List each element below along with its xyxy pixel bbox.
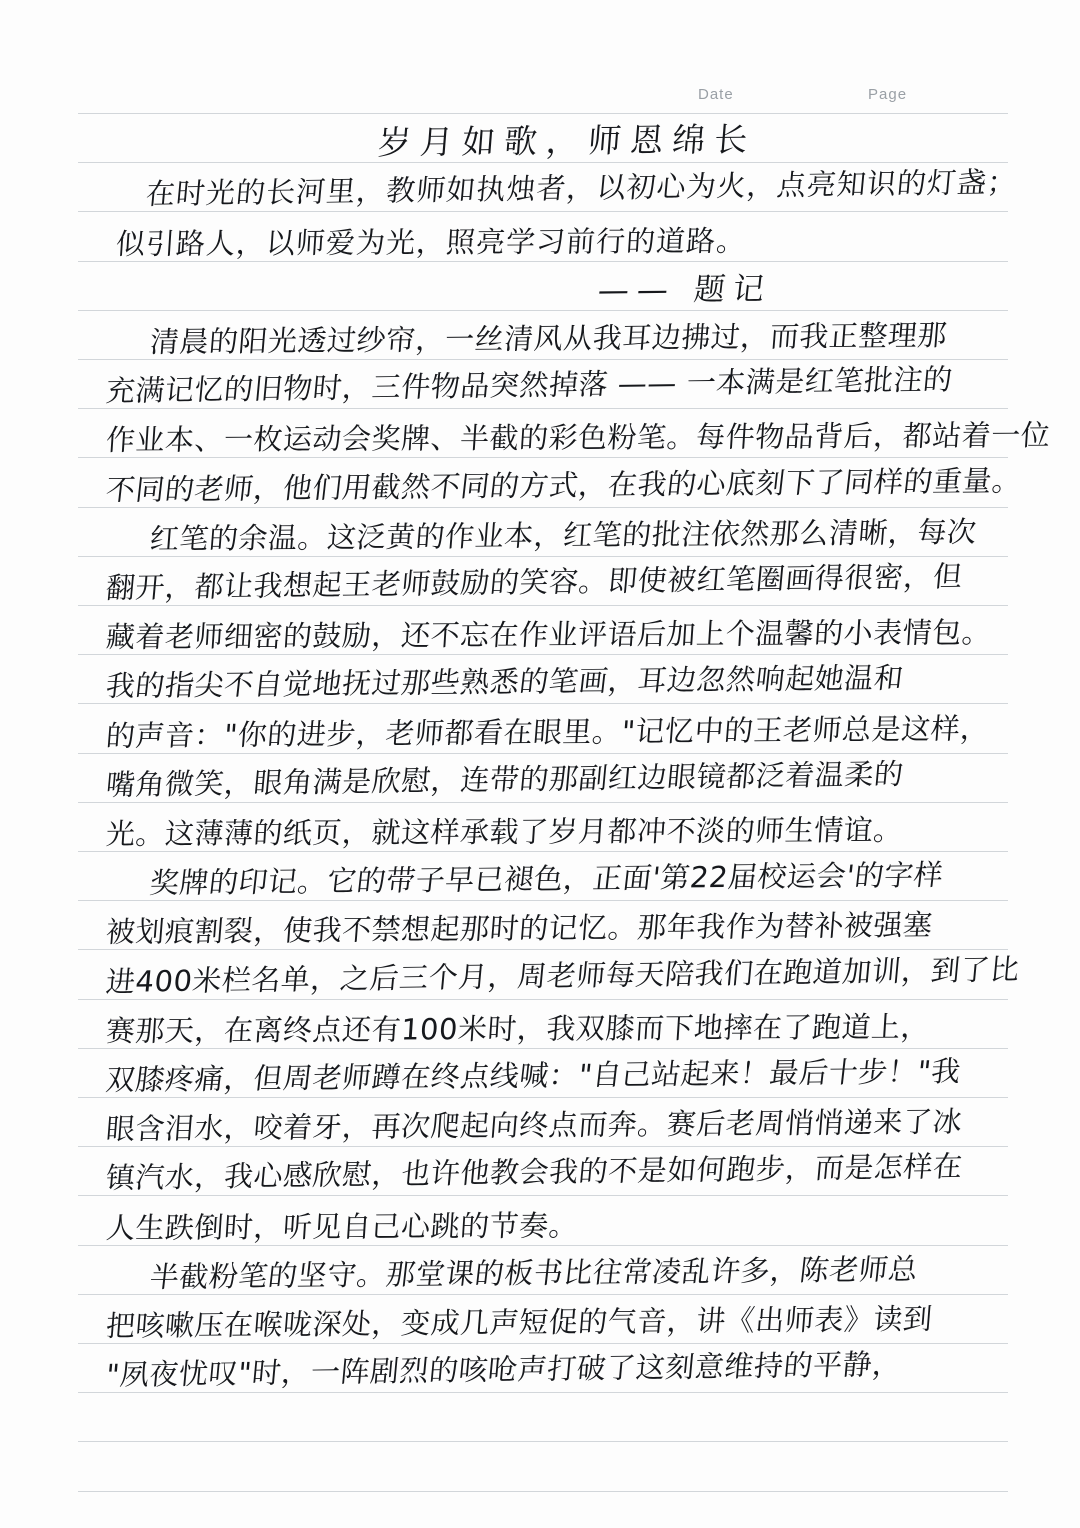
paragraph-2-line: 红笔的余温。这泛黄的作业本，红笔的批注依然那么清晰，每次: [148, 514, 978, 556]
date-label: Date: [698, 86, 734, 103]
epigraph-line: 在时光的长河里，教师如执烛者，以初心为火，点亮知识的灯盏；: [144, 165, 1019, 212]
paragraph-3-line: 镇汽水，我心感欣慰，也许他教会我的不是如何跑步，而是怎样在: [104, 1149, 965, 1196]
paragraph-4-line: 把咳嗽压在喉咙深处，变成几声短促的气音，讲《出师表》读到: [104, 1301, 934, 1343]
paragraph-1-line: 不同的老师，他们用截然不同的方式，在我的心底刻下了同样的重量。: [104, 463, 1024, 507]
paragraph-2-line: 翻开，都让我想起王老师鼓励的笑容。即使被红笔圈画得很密，但: [104, 559, 965, 605]
paragraph-1-line: 充满记忆的旧物时，三件物品突然掉落 —— 一本满是红笔批注的: [104, 362, 955, 409]
paragraph-1-line: 作业本、一枚运动会奖牌、半截的彩色粉笔。每件物品背后，都站着一位: [104, 418, 1052, 458]
handwritten-content: [78, 113, 1052, 1503]
paragraph-1-line: 清晨的阳光透过纱帘，一丝清风从我耳边拂过，而我正整理那: [148, 318, 949, 359]
paragraph-3-line: 被划痕割裂，使我不禁想起那时的记忆。那年我作为替补被强塞: [104, 908, 934, 950]
paragraph-4-line: 半截粉笔的坚守。那堂课的板书比往常凌乱许多，陈老师总: [148, 1251, 920, 1294]
paragraph-2-line: 藏着老师细密的鼓励，还不忘在作业评语后加上个温馨的小表情包。: [104, 615, 993, 655]
paragraph-2-line: 我的指尖不自觉地抚过那些熟悉的笔画，耳边忽然响起她温和: [104, 661, 906, 704]
epigraph-line: 似引路人，以师爱为光，照亮学习前行的道路。: [114, 223, 748, 261]
paragraph-3-line: 赛那天，在离终点还有100米时，我双膝而下地摔在了跑道上，: [104, 1009, 932, 1048]
paragraph-3-line: 奖牌的印记。它的带子早已褪色，正面'第22届校运会'的字样: [148, 857, 946, 901]
document-title: 岁月如歌，师恩绵长: [376, 119, 758, 163]
page-label: Page: [868, 86, 908, 103]
paragraph-2-line: 的声音："你的进步，老师都看在眼里。"记忆中的王老师总是这样，: [104, 710, 992, 753]
page-header: [78, 86, 1008, 114]
paragraph-2-line: 嘴角微笑，眼角满是欣慰，连带的那副红边眼镜都泛着温柔的: [104, 756, 906, 802]
paragraph-3-line: 人生跌倒时，听见自己心跳的节奏。: [104, 1208, 580, 1245]
epigraph-signature: —— 题记: [595, 270, 775, 309]
paragraph-2-line: 光。这薄薄的纸页，就这样承载了岁月都冲不淡的师生情谊。: [104, 812, 904, 851]
paragraph-3-line: 进400米栏名单，之后三个月，周老师每天陪我们在跑道加训，到了比: [104, 951, 1022, 999]
paragraph-3-line: 眼含泪水，咬着牙，再次爬起向终点而奔。赛后老周悄悄递来了冰: [104, 1104, 964, 1147]
paragraph-3-line: 双膝疼痛，但周老师蹲在终点线喊："自己站起来！最后十步！"我: [104, 1054, 963, 1097]
paragraph-4-line: "夙夜忧叹"时，一阵剧烈的咳呛声打破了这刻意维持的平静，: [104, 1347, 904, 1393]
